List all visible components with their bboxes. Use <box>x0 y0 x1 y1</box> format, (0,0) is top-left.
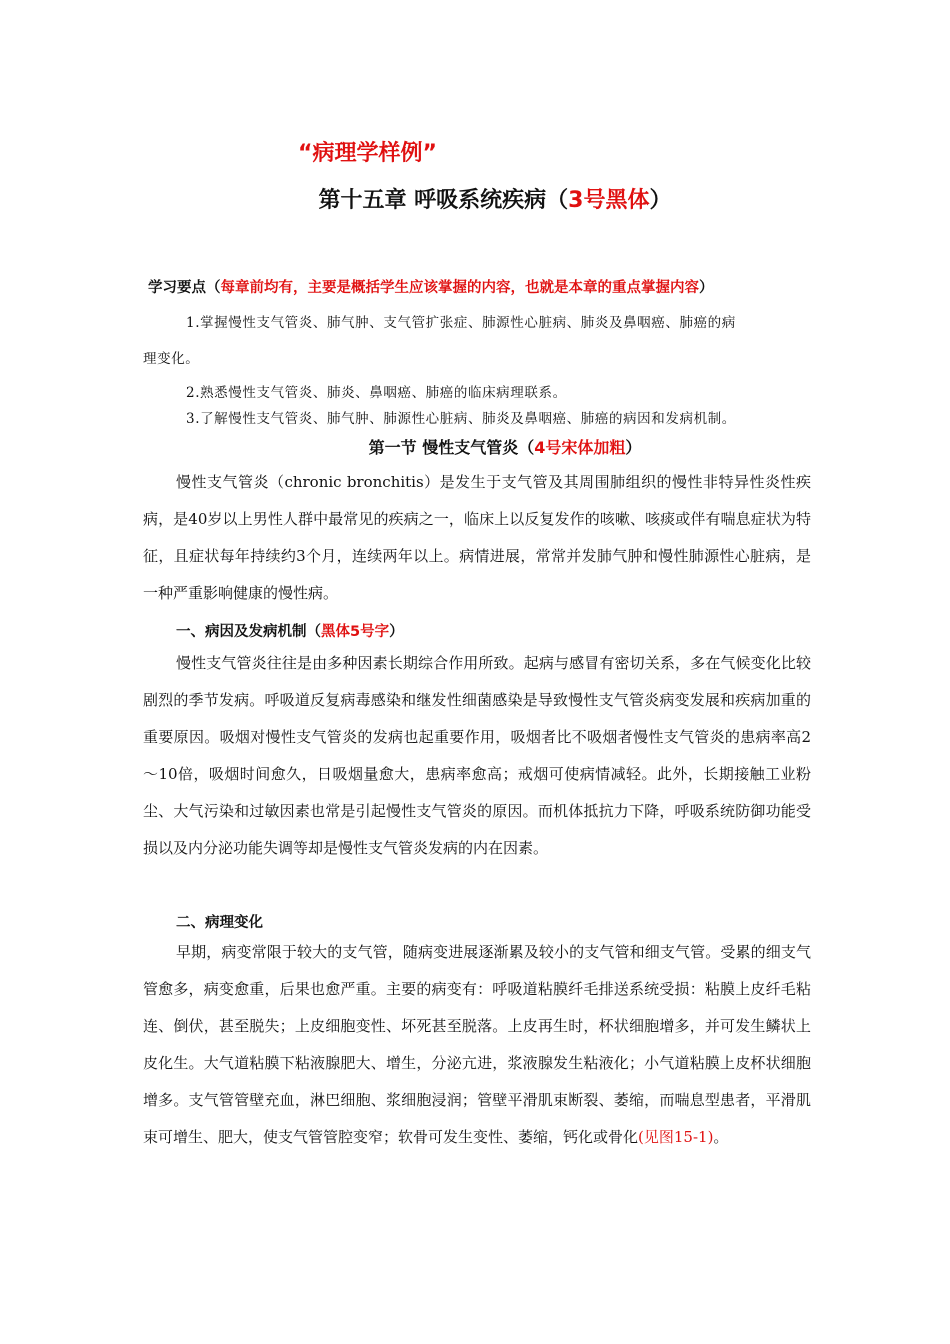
section-title <box>0 435 950 458</box>
intro-paragraph: 慢性支气管炎（chronic bronchitis）是发生于支气管及其周围肺组织的慢性非特异性炎性疾病，是40岁以上男性人群中最常见的疾病之一，临床上以反复发作的咳嗽、咳痰或伴有喘息症状为特征，且症状每年持续约3个月，连续两年以上。病情进展，常常并发肺气肿和慢性肺源性心脏病，是一种严重影响健康的慢性病。 <box>143 473 811 602</box>
pathology-text: 早期，病变常限于较大的支气管，随病变进展逐渐累及较小的支气管和细支气管。受累的细支气管愈多，病变愈重，后果也愈严重。主要的病变有：呼吸道粘膜纤毛排送系统受损：粘膜上皮纤毛粘连、倒伏，甚至脱失；上皮细胞变性、坏死甚至脱落。上皮再生时，杯状细胞增多，并可发生鳞状上皮化生。大气道粘膜下粘液腺肥大、增生，分泌亢进，浆液腺发生粘液化；小气道粘膜上皮杯状细胞增多。支气管管壁充血，淋巴细胞、浆细胞浸润；管壁平滑肌束断裂、萎缩，而喘息型患者，平滑肌束可增生、肥大，使支气管管腔变窄；软骨可发生变性、萎缩，钙化或骨化 <box>143 943 811 1146</box>
key-points-label: 学习要点（ <box>148 280 221 296</box>
pathology-paragraph <box>143 934 811 1156</box>
figure-reference: (见图15-1) <box>638 1128 714 1146</box>
subsection-1-note: 黑体5号字 <box>321 624 390 640</box>
subsection-1-close: ） <box>389 624 404 640</box>
key-point-1-line2: 理变化。 <box>143 351 200 367</box>
key-point-1-line1: 1.掌握慢性支气管炎、肺气肿、支气管扩张症、肺源性心脏病、肺炎及鼻咽癌、肺癌的病 <box>186 315 736 331</box>
key-points-close: ） <box>699 280 714 296</box>
key-points-heading <box>148 276 714 297</box>
chapter-title-line <box>319 183 672 214</box>
chapter-title-close: ） <box>649 188 672 213</box>
sample-title: “病理学样例” <box>298 141 437 166</box>
etiology-paragraph: 慢性支气管炎往往是由多种因素长期综合作用所致。起病与感冒有密切关系，多在气候变化比较剧烈的季节发病。呼吸道反复病毒感染和继发性细菌感染是导致慢性支气管炎病变发展和疾病加重的重要原因。吸烟对慢性支气管炎的发病也起重要作用，吸烟者比不吸烟者慢性支气管炎的患病率高2～10倍，吸烟时间愈久，日吸烟量愈大，患病率愈高；戒烟可使病情减轻。此外，长期接触工业粉尘、大气污染和过敏因素也常是引起慢性支气管炎的原因。而机体抵抗力下降，呼吸系统防御功能受损以及内分泌功能失调等却是慢性支气管炎发病的内在因素。 <box>143 654 811 857</box>
subsection-1-title: 一、病因及发病机制（ <box>176 624 321 640</box>
subsection-1-heading <box>176 620 404 641</box>
subsection-2-heading: 二、病理变化 <box>176 915 263 931</box>
chapter-format-note: 3号黑体 <box>568 188 650 213</box>
key-point-2: 2.熟悉慢性支气管炎、肺炎、鼻咽癌、肺癌的临床病理联系。 <box>186 385 567 401</box>
section-title-close: ） <box>625 438 642 457</box>
section-title-line <box>369 435 642 458</box>
section-title-text: 第一节 慢性支气管炎（ <box>368 438 535 457</box>
chapter-title-text: 第十五章 呼吸系统疾病（ <box>318 188 569 213</box>
section-format-note: 4号宋体加粗 <box>534 438 626 457</box>
key-point-3: 3.了解慢性支气管炎、肺气肿、肺源性心脏病、肺炎及鼻咽癌、肺癌的病因和发病机制。 <box>186 411 736 427</box>
chapter-title <box>0 183 950 214</box>
pathology-end: 。 <box>713 1128 729 1146</box>
key-points-note: 每章前均有，主要是概括学生应该掌握的内容，也就是本章的重点掌握内容 <box>220 280 699 296</box>
